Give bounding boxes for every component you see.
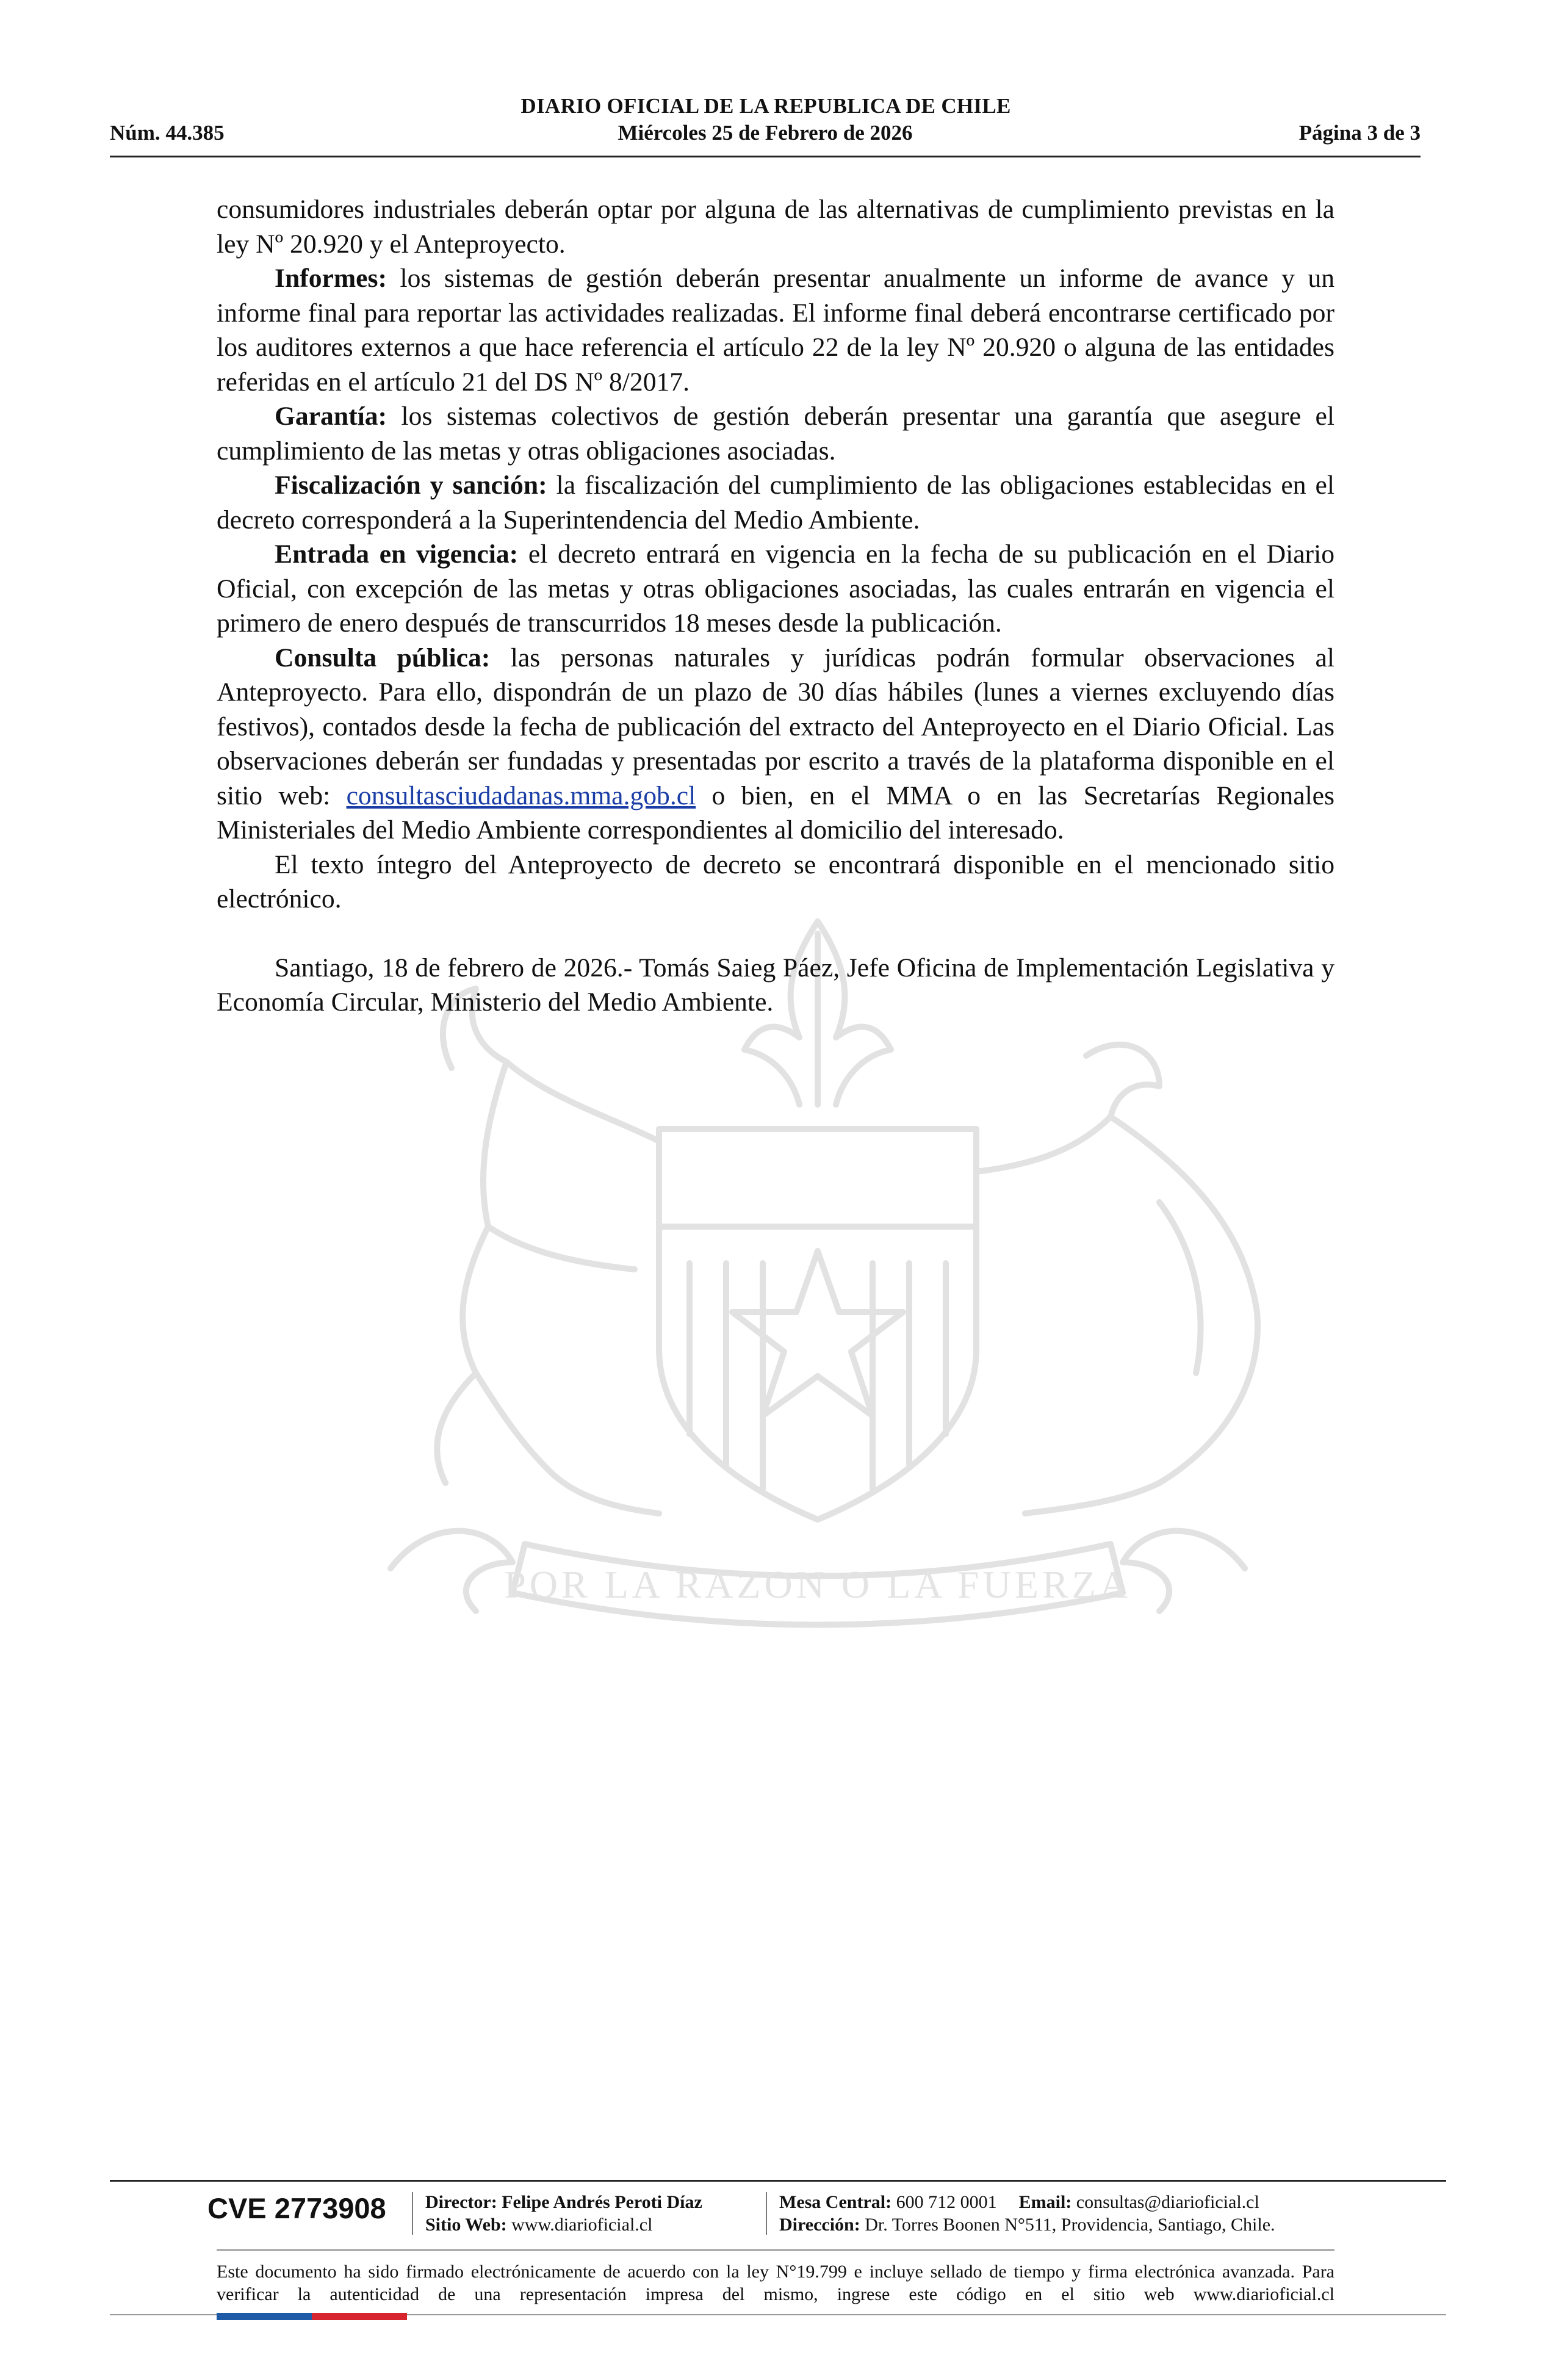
website-value[interactable]: www.diarioficial.cl (506, 2215, 653, 2235)
email-label: Email: (1018, 2192, 1072, 2212)
document-body (217, 192, 1334, 1020)
paragraph-fiscalizacion (217, 468, 1334, 537)
text-vigencia: el decreto entrará en vigencia en la fecha de su publicación en el Diario Oficial, con excepción de las metas y otras obligaciones asociadas, las cuales entrarán en vigencia el primero de enero después de transcurridos 18 meses desde la publicación. (217, 539, 1334, 638)
text-consulta-b: o bien, en el MMA o en las Secretarías Regionales Ministeriales del Medio Ambiente correspondientes al domicilio del interesado. (217, 781, 1334, 845)
director-line (425, 2191, 702, 2213)
flag-blue-segment (217, 2313, 312, 2320)
label-garantia: Garantía: (275, 402, 387, 431)
label-consulta: Consulta pública: (275, 643, 491, 673)
text-informes: los sistemas de gestión deberán presentar anualmente un informe de avance y un informe final para reportar las actividades realizadas. El informe final deberá encontrarse certificado por los auditores externos a que hace referencia el artículo 22 de la ley Nº 20.920 o alguna de las entidades referidas en el artículo 21 del DS Nº 8/2017. (217, 264, 1334, 397)
label-informes: Informes: (275, 264, 387, 293)
cve-code: CVE 2773908 (207, 2192, 386, 2224)
header-divider (110, 156, 1421, 157)
text-garantia: los sistemas colectivos de gestión deberán presentar una garantía que asegure el cumplimiento de las metas y otras obligaciones asociadas. (217, 402, 1334, 466)
consultation-site-link[interactable]: consultasciudadanas.mma.gob.cl (346, 781, 696, 810)
footer-top-divider (110, 2180, 1446, 2182)
website-label: Sitio Web: (425, 2215, 507, 2235)
director-label: Director: (425, 2192, 497, 2212)
paragraph-continuation: consumidores industriales deberán optar por alguna de las alternativas de cumplimiento previstas en la ley Nº 20.920 y el Anteproyecto. (217, 195, 1334, 259)
header-row (110, 121, 1421, 148)
paragraph-garantia (217, 399, 1334, 468)
mesa-label: Mesa Central: (779, 2192, 892, 2212)
text-consulta-a: las personas naturales y jurídicas podrán formular observaciones al Anteproyecto. Para ello, dispondrán de un plazo de 30 días hábiles (lunes a viernes excluyendo días festivos), contados desde la fecha de publicación del extracto del Anteproyecto en el Diario Oficial. Las observaciones deberán ser fundadas y presentadas por escrito a través de la plataforma disponible en el sitio web: (217, 643, 1334, 810)
contact-line (779, 2191, 1275, 2213)
label-fiscalizacion: Fiscalización y sanción: (275, 471, 547, 500)
address-label: Dirección: (779, 2215, 860, 2235)
paragraph-texto-integro: El texto íntegro del Anteproyecto de decreto se encontrará disponible en el mencionado sitio electrónico. (217, 849, 1334, 914)
email-value[interactable]: consultas@diarioficial.cl (1072, 2192, 1259, 2212)
director-name: Felipe Andrés Peroti Díaz (497, 2192, 702, 2212)
address-line (779, 2213, 1275, 2236)
flag-red-segment (312, 2313, 407, 2320)
website-line (425, 2213, 702, 2236)
gazette-title: DIARIO OFICIAL DE LA REPUBLICA DE CHILE (520, 94, 1011, 118)
footer-separator (766, 2192, 767, 2235)
watermark-motto: POR LA RAZON O LA FUERZA (504, 1563, 1131, 1606)
footer-separator (412, 2192, 413, 2235)
text-fiscalizacion: la fiscalización del cumplimiento de las obligaciones establecidas en el decreto corresponderá a la Superintendencia del Medio Ambiente. (217, 471, 1335, 535)
paragraph-informes (217, 261, 1334, 399)
mesa-value: 600 712 0001 (891, 2192, 997, 2212)
footer-contact-block (779, 2191, 1275, 2236)
address-value: Dr. Torres Boonen N°511, Providencia, Santiago, Chile. (860, 2215, 1275, 2235)
footer-mid-divider (217, 2249, 1334, 2251)
page-indicator: Página 3 de 3 (1298, 121, 1421, 145)
paragraph-vigencia (217, 537, 1334, 641)
electronic-signature-notice: Este documento ha sido firmado electrónicamente de acuerdo con la ley N°19.799 e incluye sellado de tiempo y firma electrónica avanzada. Para verificar la autenticidad de una representación impresa del mismo, ingrese este código en el sitio web www.diarioficial.cl (217, 2262, 1334, 2304)
signature-paragraph: Santiago, 18 de febrero de 2026.- Tomás Saieg Páez, Jefe Oficina de Implementación Legislativa y Economía Circular, Ministerio del Medio Ambiente. (217, 953, 1334, 1017)
label-vigencia: Entrada en vigencia: (275, 539, 519, 569)
flag-color-bar (217, 2313, 407, 2320)
footer-director-block (425, 2191, 702, 2236)
paragraph-consulta (217, 641, 1334, 848)
issue-date: Miércoles 25 de Febrero de 2026 (618, 121, 913, 145)
issue-number: Núm. 44.385 (110, 121, 225, 145)
